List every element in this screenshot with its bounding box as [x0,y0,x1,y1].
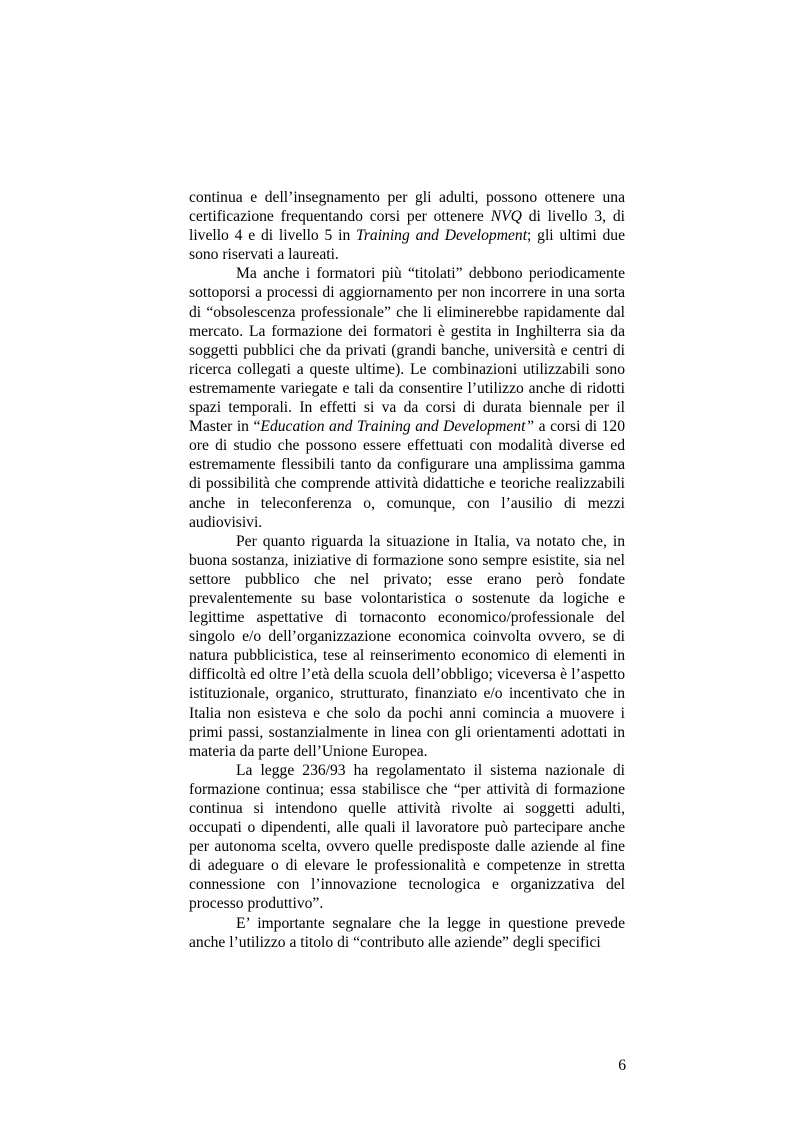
text-run-italic: Education and Training and Development” [260,418,535,436]
text-run: Per quanto riguarda la situazione in Italia, va notato che, in buona sostanza, iniziative di formazione sono sempre esistite, sia nel settore pubblico che nel privato; esse erano però fondate prevalentemente su base volontaristica o sostenute da logiche e legittime aspettative di tornaconto economico/professionale del singolo e/o dell’organizzazione economica coinvolta ovvero, se di natura pubblicistica, tese al reinserimento economico di elementi in difficoltà ed oltre l’età della scuola dell’obbligo; viceversa è l’aspetto istituzionale, organico, strutturato, finanziato e/o incentivato che in Italia non esisteva e che solo da pochi anni comincia a muovere i primi passi, sostanzialmente in linea con gli orientamenti adottati in materia da parte dell’Unione Europea. [189,532,625,760]
text-run: di livello 3, di livello 4 e di livello 5 in [189,208,625,245]
paragraph [189,264,625,531]
text-run: Ma anche i formatori più “titolati” debbono periodicamente sottoporsi a processi di aggiornamento per non incorrere in una sorta di “obsolescenza professionale” che li eliminerebbe rapidamente dal mercato. La formazione dei formatori è gestita in Inghilterra sia da soggetti pubblici che da privati (grandi banche, università e centri di ricerca collegati a queste ultime). Le combinazioni utilizzabili sono estremamente variegate e tali da consentire l’utilizzo anche di ridotti spazi temporali. In effetti si va da corsi di durata biennale per il Master in “ [189,265,625,436]
paragraph [189,532,625,761]
text-run: a corsi di 120 ore di studio che possono essere effettuati con modalità diverse ed estremamente flessibili tanto da configurare una amplissima gamma di possibilità che comprende attività didattiche e teoriche realizzabili anche in teleconferenza o, comunque, con l’ausilio di mezzi audiovisivi. [189,418,625,531]
text-run: E’ importante segnalare che la legge in questione prevede anche l’utilizzo a titolo di “contributo alle aziende” degli specifici [189,914,625,951]
page-number: 6 [618,1057,626,1074]
paragraph [189,188,625,264]
paragraph [189,761,625,914]
text-run: continua e dell’insegnamento per gli adulti, possono ottenere una certificazione frequentando corsi per ottenere [189,189,625,226]
text-run: La legge 236/93 ha regolamentato il sistema nazionale di formazione continua; essa stabilisce che “per attività di formazione continua si intendono quelle attività rivolte ai soggetti adulti, occupati o dipendenti, alle quali il lavoratore può partecipare anche per autonoma scelta, ovvero quelle predisposte dalle aziende al fine di adeguare o di elevare le professionalità e competenze in stretta connessione con l’innovazione tecnologica e organizzativa del processo produttivo”. [189,761,625,913]
text-run: ; gli ultimi due sono riservati a laureati. [189,227,625,264]
body-text [189,188,625,952]
text-run-italic: NVQ [490,208,522,226]
text-run-italic: Training and Development [356,227,528,245]
paragraph [189,914,625,952]
